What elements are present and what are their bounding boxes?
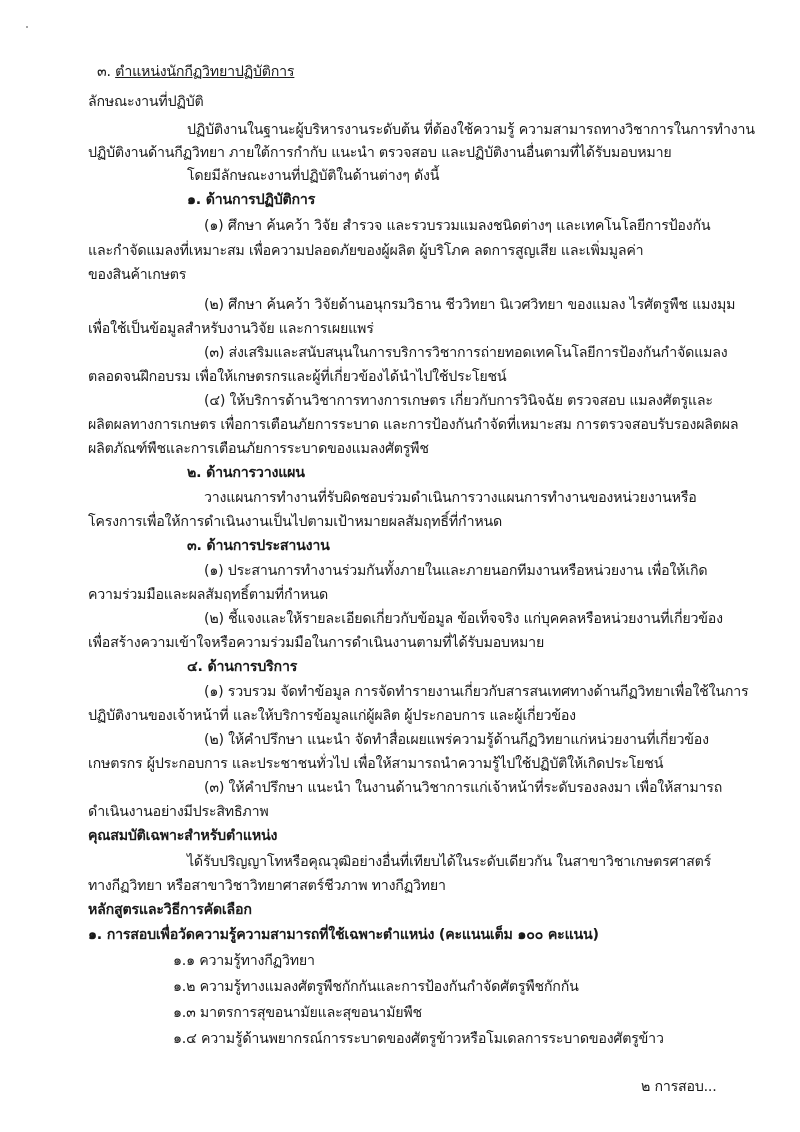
section-title-number: ๓. (97, 64, 111, 80)
job-nature-heading: ลักษณะงานที่ปฏิบัติ (88, 94, 204, 110)
exam-topic: ๑.๒ ความรู้ทางแมลงศัตรูพืชกักกันและการป้องกันกำจัดศัตรูพืชกักกัน (173, 979, 579, 995)
selection-heading: หลักสูตรและวิธีการคัดเลือก (88, 902, 252, 918)
intro-line: ปฏิบัติงานในฐานะผู้บริหารงานระดับต้น ที่ต้องใช้ความรู้ ความสามารถทางวิชาการในการทำงาน (187, 122, 755, 138)
operations-item-4-line: (๔) ให้บริการด้านวิชาการทางการเกษตร เกี่ยวกับการวินิจฉัย ตรวจสอบ แมลงศัตรูและ (204, 393, 713, 409)
area-heading-coordination: ๓. ด้านการประสานงาน (187, 538, 330, 554)
qualification-line: ได้รับปริญญาโทหรือคุณวุฒิอย่างอื่นที่เทียบได้ในระดับเดียวกัน ในสาขาวิชาเกษตรศาสตร์ (187, 854, 712, 870)
planning-line: โครงการเพื่อให้การดำเนินงานเป็นไปตามเป้าหมายผลสัมฤทธิ์ที่กำหนด (88, 514, 503, 530)
continuation-note: ๒ การสอบ... (641, 1079, 717, 1095)
coordination-item-1-line: ความร่วมมือและผลสัมฤทธิ์ตามที่กำหนด (88, 587, 328, 603)
service-item-3-line: (๓) ให้คำปรึกษา แนะนำ ในงานด้านวิชาการแก่เจ้าหน้าที่ระดับรองลงมา เพื่อให้สามารถ (204, 780, 723, 796)
operations-item-4-line: ผลิตภัณฑ์พืชและการเตือนภัยการระบาดของแมลงศัตรูพืช (88, 441, 429, 457)
service-item-1-line: ปฏิบัติงานของเจ้าหน้าที่ และให้บริการข้อมูลแก่ผู้ผลิต ผู้ประกอบการ และผู้เกี่ยวข้อง (88, 708, 576, 724)
operations-item-3-line: ตลอดจนฝึกอบรม เพื่อให้เกษตรกรและผู้ที่เกี่ยวข้องได้นำไปใช้ประโยชน์ (88, 369, 507, 385)
service-item-1-line: (๑) รวบรวม จัดทำข้อมูล การจัดทำรายงานเกี่ยวกับสารสนเทศทางด้านกีฏวิทยาเพื่อใช้ในการ (204, 684, 749, 700)
operations-item-3-line: (๓) ส่งเสริมและสนับสนุนในการบริการวิชาการถ่ายทอดเทคโนโลยีการป้องกันกำจัดแมลง (204, 345, 728, 361)
scan-speck (26, 26, 28, 28)
coordination-item-2-line: เพื่อสร้างความเข้าใจหรือความร่วมมือในการดำเนินงานตามที่ได้รับมอบหมาย (88, 635, 545, 651)
operations-item-2-line: เพื่อใช้เป็นข้อมูลสำหรับงานวิจัย และการเผยแพร่ (88, 321, 374, 337)
exam-topic: ๑.๑ ความรู้ทางกีฏวิทยา (173, 953, 315, 969)
section-title (97, 62, 294, 82)
operations-item-1-line: ของสินค้าเกษตร (88, 267, 187, 283)
area-heading-operations: ๑. ด้านการปฏิบัติการ (187, 192, 316, 208)
service-item-2-line: เกษตรกร ผู้ประกอบการ และประชาชนทั่วไป เพื่อให้สามารถนำความรู้ไปใช้ปฏิบัติให้เกิดประโยชน์ (88, 756, 664, 772)
exam-heading: ๑. การสอบเพื่อวัดความรู้ความสามารถที่ใช้เฉพาะตำแหน่ง (คะแนนเต็ม ๑๐๐ คะแนน) (88, 927, 599, 943)
intro-line: โดยมีลักษณะงานที่ปฏิบัติในด้านต่างๆ ดังนี้ (187, 168, 440, 184)
area-heading-service: ๔. ด้านการบริการ (187, 659, 298, 675)
operations-item-2-line: (๒) ศึกษา ค้นคว้า วิจัยด้านอนุกรมวิธาน ชีววิทยา นิเวศวิทยา ของแมลง ไรศัตรูพืช แมงมุม (204, 297, 736, 313)
coordination-item-2-line: (๒) ชี้แจงและให้รายละเอียดเกี่ยวกับข้อมูล ข้อเท็จจริง แก่บุคคลหรือหน่วยงานที่เกี่ยวข้อง (204, 611, 723, 627)
service-item-2-line: (๒) ให้คำปรึกษา แนะนำ จัดทำสื่อเผยแพร่ความรู้ด้านกีฏวิทยาแก่หน่วยงานที่เกี่ยวข้อง (204, 732, 709, 748)
exam-topic: ๑.๓ มาตรการสุขอนามัยและสุขอนามัยพืช (173, 1005, 422, 1021)
planning-line: วางแผนการทำงานที่รับผิดชอบร่วมดำเนินการวางแผนการทำงานของหน่วยงานหรือ (204, 490, 697, 506)
operations-item-4-line: ผลิตผลทางการเกษตร เพื่อการเตือนภัยการระบาด และการป้องกันกำจัดที่เหมาะสม การตรวจสอบรับรองผลิตผล (88, 417, 739, 433)
operations-item-1-line: (๑) ศึกษา ค้นคว้า วิจัย สำรวจ และรวบรวมแมลงชนิดต่างๆ และเทคโนโลยีการป้องกัน (204, 218, 711, 234)
exam-topic: ๑.๔ ความรู้ด้านพยากรณ์การระบาดของศัตรูข้าวหรือโมเดลการระบาดของศัตรูข้าว (173, 1031, 664, 1047)
section-title-text: ตำแหน่งนักกีฏวิทยาปฏิบัติการ (115, 64, 295, 80)
qualification-heading: คุณสมบัติเฉพาะสำหรับตำแหน่ง (88, 828, 278, 844)
operations-item-1-line: และกำจัดแมลงที่เหมาะสม เพื่อความปลอดภัยของผู้ผลิต ผู้บริโภค ลดการสูญเสีย และเพิ่มมูลค่า (88, 243, 644, 259)
intro-line: ปฏิบัติงานด้านกีฏวิทยา ภายใต้การกำกับ แนะนำ ตรวจสอบ และปฏิบัติงานอื่นตามที่ได้รับมอบหมาย (88, 145, 672, 161)
coordination-item-1-line: (๑) ประสานการทำงานร่วมกันทั้งภายในและภายนอกทีมงานหรือหน่วยงาน เพื่อให้เกิด (204, 563, 708, 579)
service-item-3-line: ดำเนินงานอย่างมีประสิทธิภาพ (88, 804, 269, 820)
area-heading-planning: ๒. ด้านการวางแผน (187, 465, 305, 481)
qualification-line: ทางกีฏวิทยา หรือสาขาวิชาวิทยาศาสตร์ชีวภาพ ทางกีฏวิทยา (88, 878, 446, 894)
